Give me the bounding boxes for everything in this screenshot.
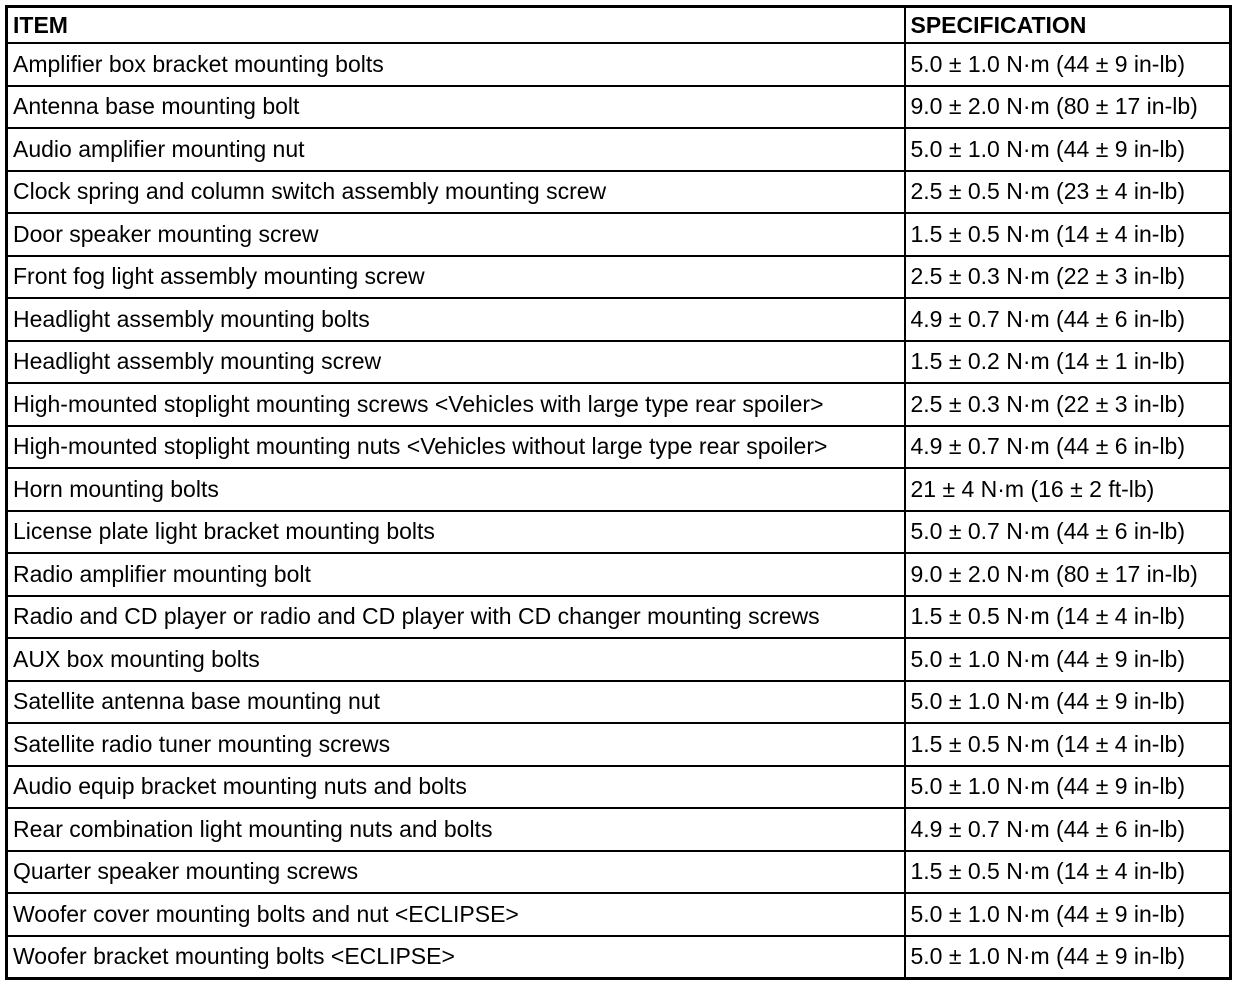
column-header-item: ITEM — [7, 7, 905, 44]
item-cell: Audio equip bracket mounting nuts and bolts — [7, 766, 905, 809]
table-row — [7, 468, 1231, 511]
table-header-row — [7, 7, 1231, 44]
table-row — [7, 426, 1231, 469]
spec-cell: 2.5 ± 0.3 N·m (22 ± 3 in-lb) — [905, 383, 1231, 426]
spec-cell: 1.5 ± 0.5 N·m (14 ± 4 in-lb) — [905, 723, 1231, 766]
item-cell: Woofer bracket mounting bolts <ECLIPSE> — [7, 936, 905, 979]
spec-cell: 21 ± 4 N·m (16 ± 2 ft-lb) — [905, 468, 1231, 511]
table-row — [7, 341, 1231, 384]
table-row — [7, 298, 1231, 341]
table-row — [7, 638, 1231, 681]
column-header-specification: SPECIFICATION — [905, 7, 1231, 44]
table-row — [7, 256, 1231, 299]
item-cell: AUX box mounting bolts — [7, 638, 905, 681]
spec-cell: 5.0 ± 1.0 N·m (44 ± 9 in-lb) — [905, 43, 1231, 86]
spec-cell: 9.0 ± 2.0 N·m (80 ± 17 in-lb) — [905, 86, 1231, 129]
item-cell: High-mounted stoplight mounting nuts <Vehicles without large type rear spoiler> — [7, 426, 905, 469]
item-cell: License plate light bracket mounting bolts — [7, 511, 905, 554]
spec-cell: 4.9 ± 0.7 N·m (44 ± 6 in-lb) — [905, 426, 1231, 469]
spec-cell: 2.5 ± 0.5 N·m (23 ± 4 in-lb) — [905, 171, 1231, 214]
spec-cell: 4.9 ± 0.7 N·m (44 ± 6 in-lb) — [905, 298, 1231, 341]
table-row — [7, 723, 1231, 766]
spec-cell: 1.5 ± 0.5 N·m (14 ± 4 in-lb) — [905, 596, 1231, 639]
spec-cell: 1.5 ± 0.5 N·m (14 ± 4 in-lb) — [905, 851, 1231, 894]
table-row — [7, 851, 1231, 894]
spec-cell: 2.5 ± 0.3 N·m (22 ± 3 in-lb) — [905, 256, 1231, 299]
item-cell: Headlight assembly mounting screw — [7, 341, 905, 384]
item-cell: Door speaker mounting screw — [7, 213, 905, 256]
spec-cell: 4.9 ± 0.7 N·m (44 ± 6 in-lb) — [905, 808, 1231, 851]
spec-cell: 1.5 ± 0.2 N·m (14 ± 1 in-lb) — [905, 341, 1231, 384]
spec-cell: 5.0 ± 1.0 N·m (44 ± 9 in-lb) — [905, 638, 1231, 681]
table-row — [7, 596, 1231, 639]
table-row — [7, 681, 1231, 724]
spec-cell: 1.5 ± 0.5 N·m (14 ± 4 in-lb) — [905, 213, 1231, 256]
spec-cell: 5.0 ± 1.0 N·m (44 ± 9 in-lb) — [905, 766, 1231, 809]
table-row — [7, 383, 1231, 426]
table-row — [7, 86, 1231, 129]
table-row — [7, 893, 1231, 936]
item-cell: Satellite radio tuner mounting screws — [7, 723, 905, 766]
table-row — [7, 128, 1231, 171]
spec-cell: 5.0 ± 1.0 N·m (44 ± 9 in-lb) — [905, 936, 1231, 979]
item-cell: Woofer cover mounting bolts and nut <ECLIPSE> — [7, 893, 905, 936]
table-row — [7, 43, 1231, 86]
spec-cell: 5.0 ± 1.0 N·m (44 ± 9 in-lb) — [905, 681, 1231, 724]
spec-cell: 9.0 ± 2.0 N·m (80 ± 17 in-lb) — [905, 553, 1231, 596]
item-cell: Horn mounting bolts — [7, 468, 905, 511]
table-row — [7, 766, 1231, 809]
item-cell: Satellite antenna base mounting nut — [7, 681, 905, 724]
spec-cell: 5.0 ± 0.7 N·m (44 ± 6 in-lb) — [905, 511, 1231, 554]
table-row — [7, 511, 1231, 554]
table-row — [7, 553, 1231, 596]
item-cell: Antenna base mounting bolt — [7, 86, 905, 129]
item-cell: Amplifier box bracket mounting bolts — [7, 43, 905, 86]
spec-cell: 5.0 ± 1.0 N·m (44 ± 9 in-lb) — [905, 893, 1231, 936]
item-cell: Rear combination light mounting nuts and bolts — [7, 808, 905, 851]
item-cell: Audio amplifier mounting nut — [7, 128, 905, 171]
table-row — [7, 213, 1231, 256]
item-cell: Front fog light assembly mounting screw — [7, 256, 905, 299]
item-cell: Radio amplifier mounting bolt — [7, 553, 905, 596]
table-row — [7, 936, 1231, 979]
torque-spec-table — [5, 5, 1232, 980]
item-cell: Radio and CD player or radio and CD player with CD changer mounting screws — [7, 596, 905, 639]
item-cell: Clock spring and column switch assembly mounting screw — [7, 171, 905, 214]
spec-cell: 5.0 ± 1.0 N·m (44 ± 9 in-lb) — [905, 128, 1231, 171]
item-cell: High-mounted stoplight mounting screws <Vehicles with large type rear spoiler> — [7, 383, 905, 426]
table-row — [7, 171, 1231, 214]
item-cell: Headlight assembly mounting bolts — [7, 298, 905, 341]
table-body — [7, 43, 1231, 979]
table-row — [7, 808, 1231, 851]
item-cell: Quarter speaker mounting screws — [7, 851, 905, 894]
